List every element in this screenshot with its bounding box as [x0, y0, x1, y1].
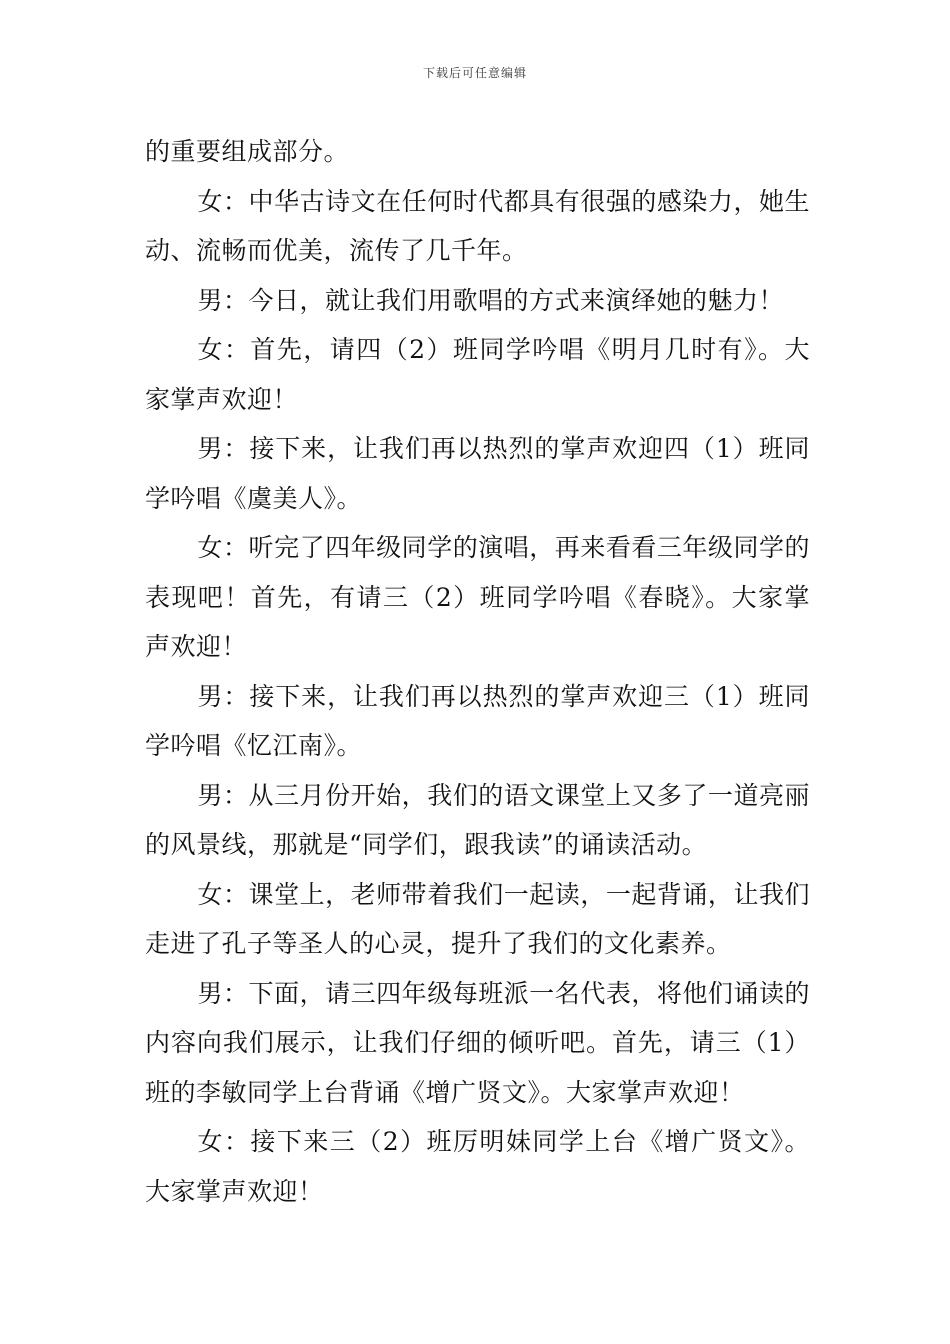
paragraph-1: 的重要组成部分。	[145, 137, 350, 166]
paragraph-2: 女：中华古诗文在任何时代都具有很强的感染力，她生动、流畅而优美，流传了几千年。	[145, 186, 810, 265]
paragraph-9: 女：课堂上，老师带着我们一起读，一起背诵，让我们走进了孔子等圣人的心灵，提升了我们的文化素养。	[145, 879, 810, 958]
paragraph-3: 男：今日，就让我们用歌唱的方式来演绎她的魅力！	[197, 285, 785, 315]
paragraph-4: 女：首先，请四（2）班同学吟唱《明月几时有》。大家掌声欢迎！	[145, 335, 810, 414]
paragraph-6: 女：听完了四年级同学的演唱，再来看看三年级同学的表现吧！首先，有请三（2）班同学吟唱《春晓》。大家掌声欢迎！	[145, 533, 810, 661]
page-header-note: 下载后可任意编辑	[422, 66, 527, 80]
paragraph-11: 女：接下来三（2）班厉明妹同学上台《增广贤文》。大家掌声欢迎！	[145, 1127, 810, 1206]
paragraph-8: 男：从三月份开始，我们的语文课堂上又多了一道亮丽的风景线，那就是“同学们，跟我读”的诵读活动。	[145, 780, 810, 859]
paragraph-10: 男：下面，请三四年级每班派一名代表，将他们诵读的内容向我们展示，让我们仔细的倾听吧。首先，请三（1）班的李敏同学上台背诵《增广贤文》。大家掌声欢迎！	[145, 978, 810, 1107]
document-body	[145, 127, 810, 1216]
paragraph-7: 男：接下来，让我们再以热烈的掌声欢迎三（1）班同学吟唱《忆江南》。	[145, 681, 810, 760]
paragraph-5: 男：接下来，让我们再以热烈的掌声欢迎四（1）班同学吟唱《虞美人》。	[145, 434, 810, 513]
